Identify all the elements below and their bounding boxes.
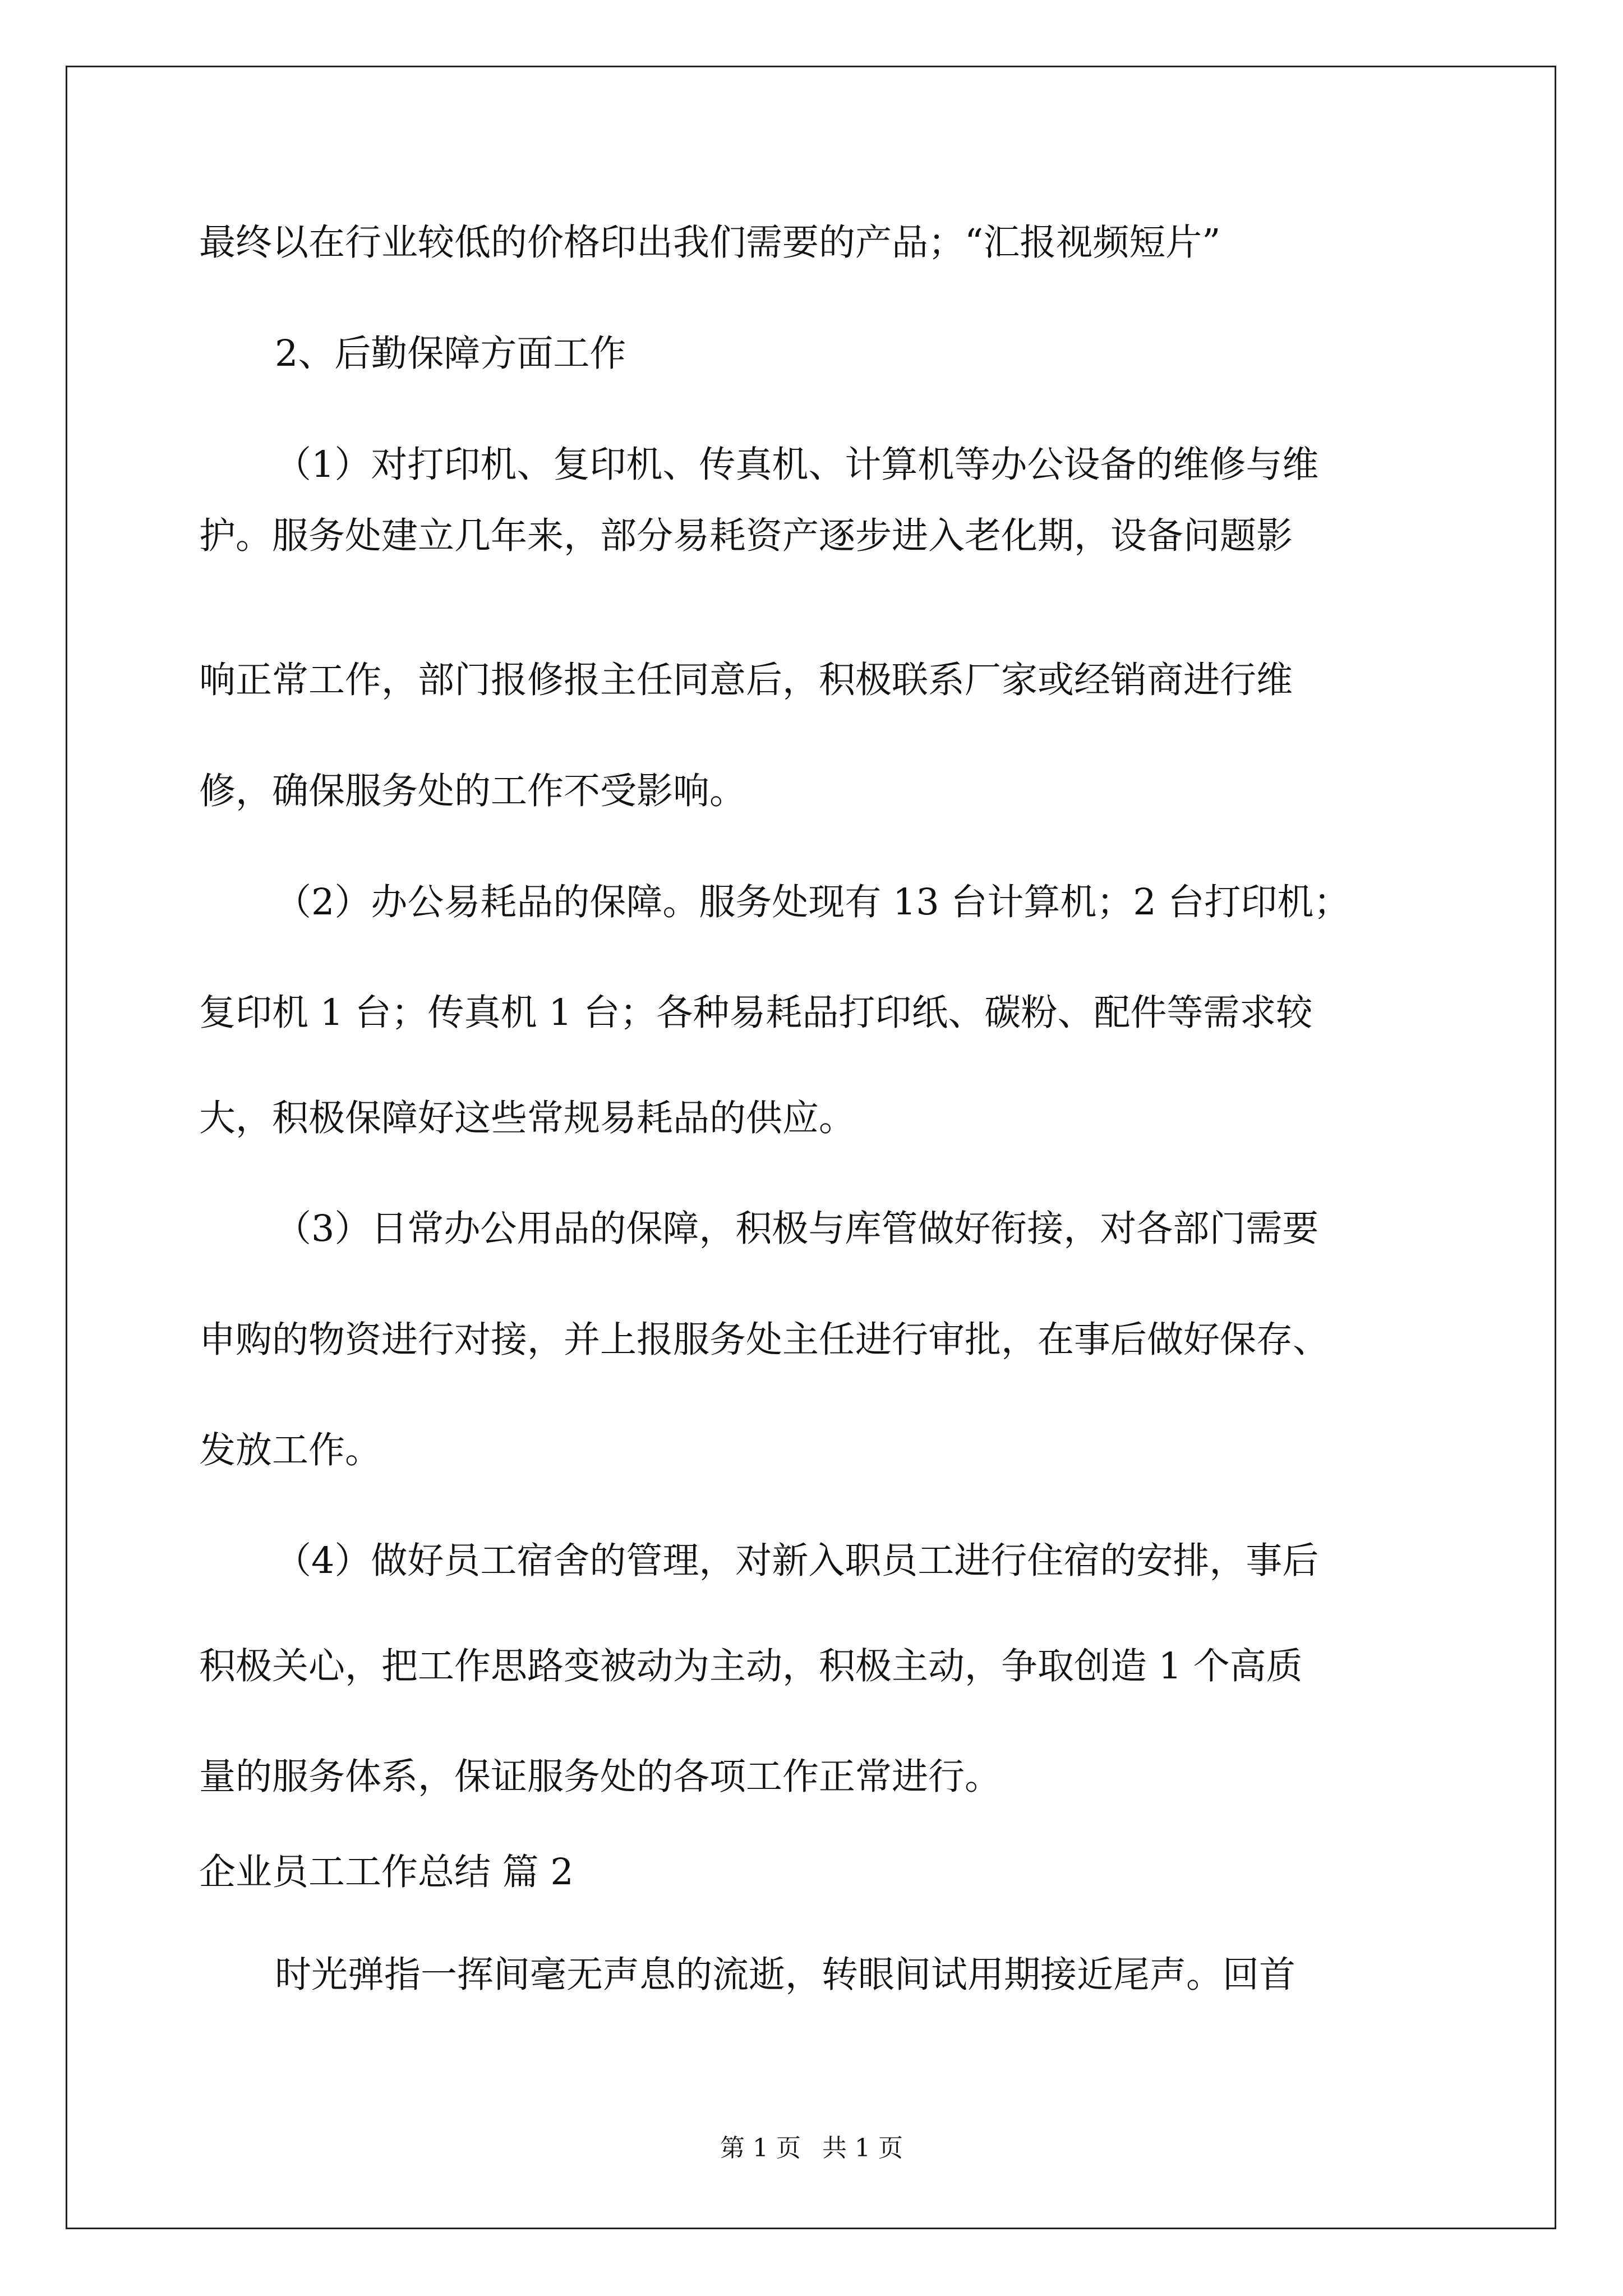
text-line: 修，确保服务处的工作不受影响。 (199, 770, 746, 812)
text-line: 时光弹指一挥间毫无声息的流逝，转眼间试用期接近尾声。回首 (275, 1954, 1296, 1996)
text-line: 复印机 1 台；传真机 1 台；各种易耗品打印纸、碳粉、配件等需求较 (199, 992, 1313, 1034)
text-line: 量的服务体系，保证服务处的各项工作正常进行。 (199, 1756, 1002, 1798)
text-line: 护。服务处建立几年来，部分易耗资产逐步进入老化期，设备问题影 (199, 515, 1293, 557)
text-line: （3）日常办公用品的保障，积极与库管做好衔接，对各部门需要 (275, 1208, 1319, 1250)
text-line: 响正常工作，部门报修报主任同意后，积极联系厂家或经销商进行维 (199, 659, 1293, 701)
text-line: 发放工作。 (199, 1429, 382, 1471)
section-heading: 2、后勤保障方面工作 (275, 333, 626, 375)
page-footer (0, 2136, 1623, 2161)
text-line: 最终以在行业较低的价格印出我们需要的产品；“汇报视频短片” (199, 222, 1221, 264)
text-line: 大，积极保障好这些常规易耗品的供应。 (199, 1097, 856, 1139)
page-border (66, 66, 1556, 2229)
text-line: 积极关心，把工作思路变被动为主动，积极主动，争取创造 1 个高质 (199, 1645, 1303, 1687)
text-line: 申购的物资进行对接，并上报服务处主任进行审批，在事后做好保存、 (199, 1319, 1330, 1361)
page-number: 第 1 页 (720, 2134, 801, 2162)
section-title: 企业员工工作总结 篇 2 (199, 1851, 574, 1893)
page-total: 共 1 页 (822, 2134, 903, 2162)
text-line: （1）对打印机、复印机、传真机、计算机等办公设备的维修与维 (275, 444, 1319, 486)
text-line: （2）办公易耗品的保障。服务处现有 13 台计算机；2 台打印机； (275, 881, 1350, 923)
text-line: （4）做好员工宿舍的管理，对新入职员工进行住宿的安排，事后 (275, 1540, 1319, 1582)
